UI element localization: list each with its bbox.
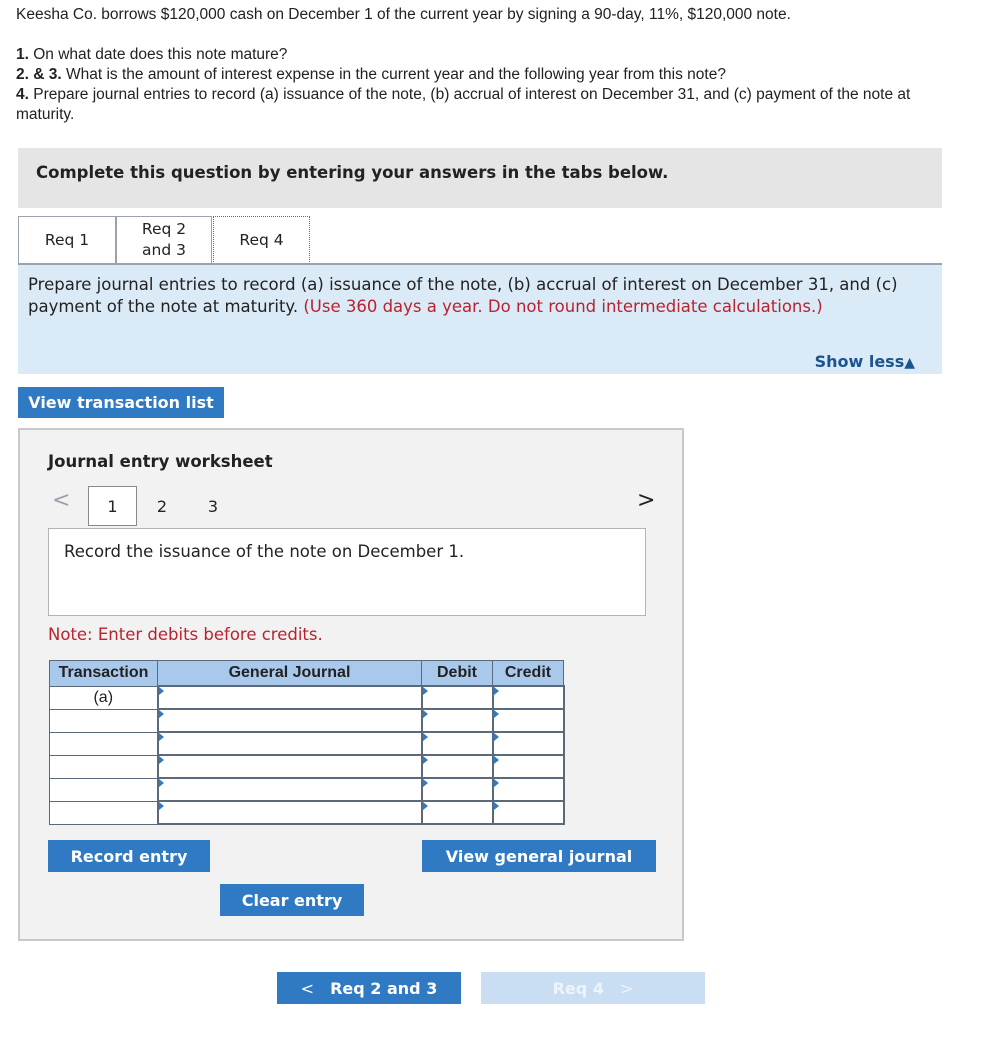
transaction-cell [50,778,158,801]
col-credit: Credit [493,661,564,687]
debit-input[interactable] [422,755,493,778]
table-row [50,732,564,755]
table-row [50,778,564,801]
worksheet-page-2[interactable]: 2 [156,496,168,516]
show-less-toggle[interactable]: Show less▲ [814,352,915,371]
record-instruction-text: Record the issuance of the note on December 1. [64,542,465,561]
transaction-cell [50,755,158,778]
question-item-3: 4. Prepare journal entries to record (a) issuance of the note, (b) accrual of interest on December 31, and (c) payment of the note at maturity. [16,86,911,123]
banner-text: Complete this question by entering your answers in the tabs below. [36,163,669,182]
col-general-journal: General Journal [158,661,422,687]
worksheet-title: Journal entry worksheet [48,452,273,471]
credit-input[interactable] [493,686,564,709]
debit-input[interactable] [422,709,493,732]
triangle-up-icon: ▲ [904,355,915,371]
credit-input[interactable] [493,755,564,778]
question-intro: Keesha Co. borrows $120,000 cash on December 1 of the current year by signing a 90-day, 11%, $120,000 note. [16,6,791,23]
account-input[interactable] [158,755,422,778]
debit-input[interactable] [422,778,493,801]
debit-input[interactable] [422,686,493,709]
instructions-banner [18,148,942,208]
record-entry-button[interactable]: Record entry [48,840,210,872]
next-req-button[interactable]: Req 4 > [481,972,705,1004]
question-list [16,45,956,125]
credit-input[interactable] [493,709,564,732]
tab-req-1[interactable]: Req 1 [18,216,116,263]
chevron-left-icon[interactable]: < [52,488,71,513]
debit-input[interactable] [422,732,493,755]
table-row [50,755,564,778]
record-instruction-box [48,528,646,616]
transaction-cell [50,709,158,732]
chevron-left-icon: < [300,978,315,998]
question-item-1: 1. On what date does this note mature? [16,46,288,63]
account-input[interactable] [158,801,422,824]
question-item-2: 2. & 3. What is the amount of interest expense in the current year and the following year from this note? [16,66,726,83]
prev-req-button[interactable]: < Req 2 and 3 [277,972,461,1004]
chevron-right-icon: > [619,978,634,998]
credit-input[interactable] [493,732,564,755]
instructions-text: Prepare journal entries to record (a) issuance of the note, (b) accrual of interest on December 31, and (c) payment of the note at maturity. (Use 360 days a year. Do not round intermediate calculations.) [28,275,898,316]
account-input[interactable] [158,778,422,801]
table-row [50,686,564,709]
journal-entry-worksheet [18,428,684,941]
credit-input[interactable] [493,778,564,801]
tab-req-2-and-3[interactable]: Req 2 and 3 [116,216,212,263]
table-row [50,801,564,824]
transaction-cell [50,732,158,755]
debit-input[interactable] [422,801,493,824]
credit-input[interactable] [493,801,564,824]
view-transaction-list-button[interactable]: View transaction list [18,387,224,418]
debits-note: Note: Enter debits before credits. [48,625,323,644]
journal-table [49,660,565,825]
worksheet-page-3[interactable]: 3 [207,496,219,516]
col-transaction: Transaction [50,661,158,687]
account-input[interactable] [158,709,422,732]
instructions-panel [18,265,942,374]
worksheet-page-1[interactable]: 1 [88,486,137,526]
account-input[interactable] [158,686,422,709]
transaction-cell [50,801,158,824]
table-row [50,709,564,732]
instructions-note: (Use 360 days a year. Do not round intermediate calculations.) [303,297,823,316]
col-debit: Debit [422,661,493,687]
tab-req-4[interactable]: Req 4 [213,216,310,264]
account-input[interactable] [158,732,422,755]
chevron-right-icon[interactable]: > [637,488,656,513]
view-general-journal-button[interactable]: View general journal [422,840,656,872]
clear-entry-button[interactable]: Clear entry [220,884,364,916]
transaction-cell: (a) [50,686,158,709]
journal-table-header [50,661,564,687]
